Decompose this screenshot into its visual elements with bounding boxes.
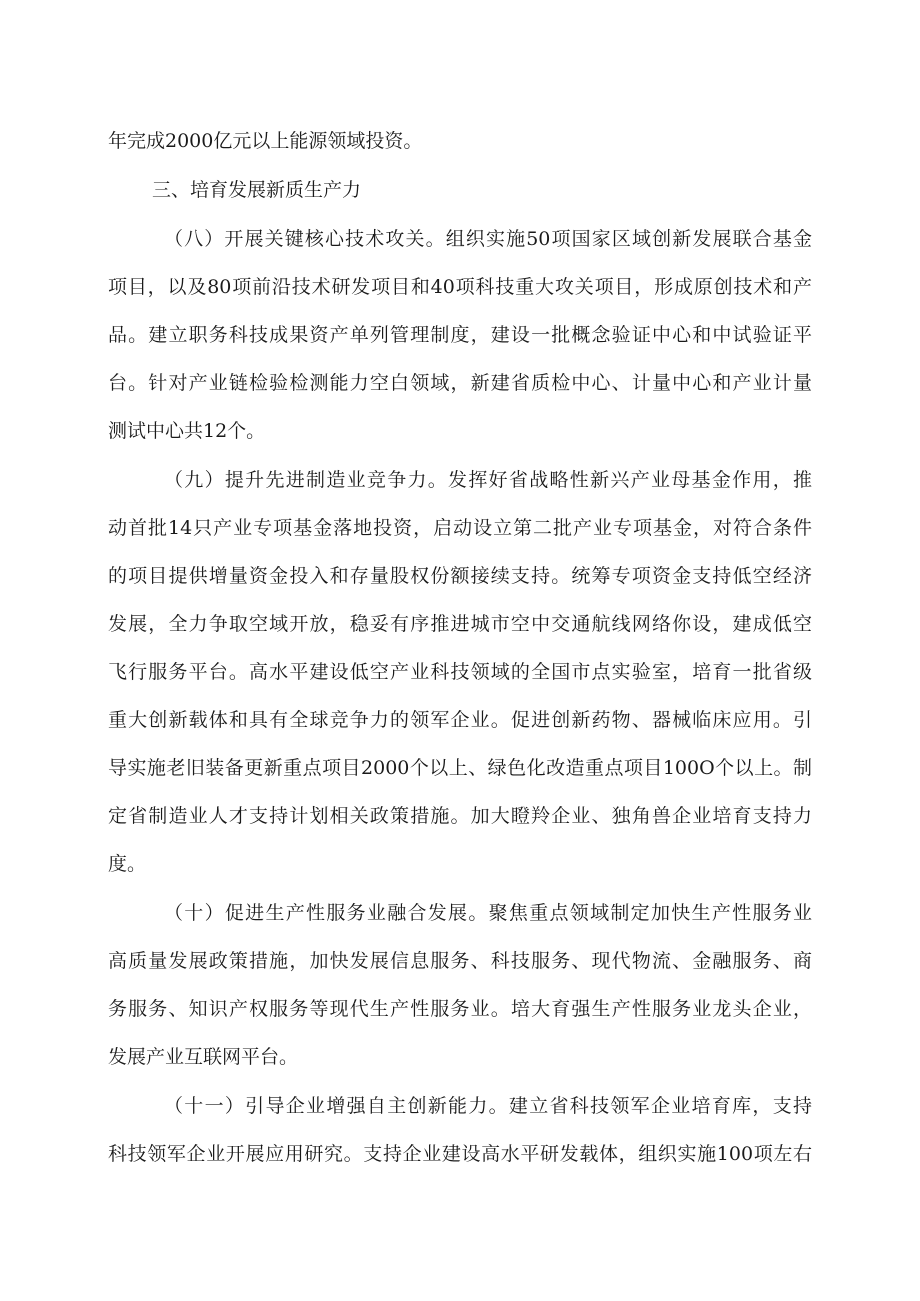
paragraph-line: 度。 bbox=[108, 853, 147, 875]
paragraph-line: 品。建立职务科技成果资产单列管理制度，建设一批概念验证中心和中试验证平 bbox=[108, 324, 812, 346]
paragraph-line: （九）提升先进制造业竞争力。发挥好省战略性新兴产业母基金作用，推 bbox=[164, 469, 812, 491]
paragraph-line: （十）促进生产性服务业融合发展。聚焦重点领域制定加快生产性服务业 bbox=[164, 902, 812, 924]
paragraph-line: 发展产业互联网平台。 bbox=[108, 1046, 299, 1068]
paragraph-line: 发展，全力争取空域开放，稳妥有序推进城市空中交通航线网络你设，建成低空 bbox=[108, 613, 812, 635]
paragraph-line: 高质量发展政策措施，加快发展信息服务、科技服务、现代物流、金融服务、商 bbox=[108, 950, 812, 972]
paragraph-line: （八）开展关键核心技术攻关。组织实施50项国家区域创新发展联合基金 bbox=[164, 228, 812, 250]
section-heading: 三、培育发展新质生产力 bbox=[152, 179, 362, 201]
paragraph-line: 定省制造业人才支持计划相关政策措施。加大瞪羚企业、独角兽企业培育支持力 bbox=[108, 805, 812, 827]
paragraph-line: （十一）引导企业增强自主创新能力。建立省科技领军企业培育库，支持 bbox=[164, 1095, 812, 1117]
paragraph-line: 重大创新载体和具有全球竞争力的领军企业。促进创新药物、器械临床应用。引 bbox=[108, 709, 812, 731]
paragraph-line: 导实施老旧装备更新重点项目2000个以上、绿色化改造重点项目100O个以上。制 bbox=[108, 757, 812, 779]
paragraph-line: 科技领军企业开展应用研究。支持企业建设高水平研发载体，组织实施100项左右 bbox=[108, 1143, 812, 1165]
paragraph-line: 动首批14只产业专项基金落地投资，启动设立第二批产业专项基金，对符合条件 bbox=[108, 517, 812, 539]
paragraph-line: 年完成2000亿元以上能源领域投资。 bbox=[108, 130, 423, 152]
paragraph-line: 测试中心共12个。 bbox=[108, 420, 266, 442]
paragraph-line: 项目，以及80项前沿技术研发项目和40项科技重大攻关项目，形成原创技术和产 bbox=[108, 276, 812, 298]
paragraph-line: 飞行服务平台。高水平建设低空产业科技领域的全国市点实验室，培育一批省级 bbox=[108, 661, 812, 683]
paragraph-line: 务服务、知识产权服务等现代生产性服务业。培大育强生产性服务业龙头企业， bbox=[108, 998, 812, 1020]
paragraph-line: 台。针对产业链检验检测能力空白领域，新建省质检中心、计量中心和产业计量 bbox=[108, 372, 812, 394]
paragraph-line: 的项目提供增量资金投入和存量股权份额接续支持。统筹专项资金支持低空经济 bbox=[108, 565, 812, 587]
